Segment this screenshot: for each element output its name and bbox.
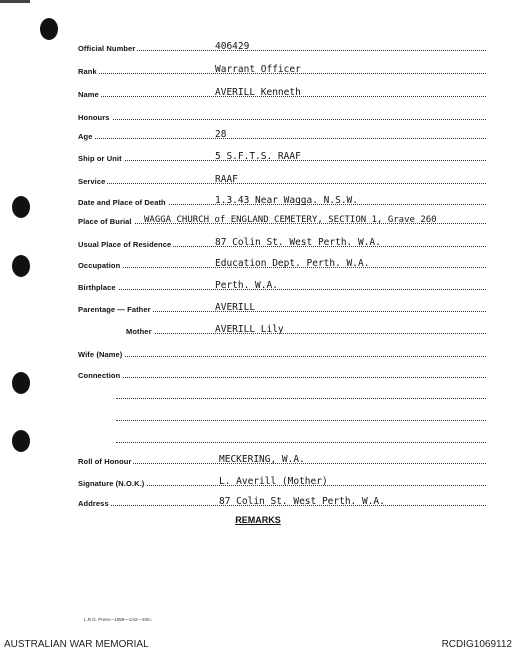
punch-hole-2 — [12, 255, 30, 277]
label-official-number: Official Number — [78, 44, 136, 53]
label-usual-residence: Usual Place of Residence — [78, 240, 172, 249]
value-name: AVERILL Kenneth — [215, 87, 301, 98]
label-place-of-burial: Place of Burial — [78, 217, 132, 226]
row-connection — [78, 366, 486, 380]
value-usual-residence: 87 Colin St. West Perth. W.A. — [215, 237, 381, 248]
value-signature: L. Averill (Mother) — [219, 476, 328, 487]
punch-hole-4 — [12, 430, 30, 452]
row-honours — [78, 108, 486, 122]
label-name: Name — [78, 90, 99, 99]
value-rank: Warrant Officer — [215, 64, 301, 75]
label-mother: Mother — [126, 327, 152, 336]
value-place-of-burial: WAGGA CHURCH of ENGLAND CEMETERY, SECTION 1, Grave 260 — [144, 215, 437, 225]
row-rank — [78, 62, 486, 76]
label-signature: Signature (N.O.K.) — [78, 479, 145, 488]
row-signature — [78, 474, 486, 488]
blank-line-2 — [116, 409, 486, 423]
label-occupation: Occupation — [78, 261, 121, 270]
footer-record-id: RCDIG1069112 — [441, 639, 512, 650]
scan-edge-mark — [0, 0, 30, 3]
value-date-place-death: 1.3.43 Near Wagga. N.S.W. — [215, 195, 358, 206]
row-ship-or-unit — [78, 149, 486, 163]
row-date-place-death — [78, 193, 486, 207]
footer-archive-name: AUSTRALIAN WAR MEMORIAL — [4, 639, 149, 650]
value-father: AVERILL — [215, 302, 256, 313]
value-age: 28 — [215, 129, 227, 140]
value-roll-of-honour: MECKERING, W.A. — [219, 454, 305, 465]
label-honours: Honours — [78, 113, 110, 122]
label-connection: Connection — [78, 371, 121, 380]
label-roll-of-honour: Roll of Honour — [78, 457, 132, 466]
value-birthplace: Perth. W.A. — [215, 280, 278, 291]
row-birthplace — [78, 278, 486, 292]
row-age — [78, 127, 486, 141]
punch-hole-3 — [12, 372, 30, 394]
blank-line-1 — [116, 387, 486, 401]
label-wife: Wife (Name) — [78, 350, 123, 359]
row-father — [78, 300, 486, 314]
label-date-place-death: Date and Place of Death — [78, 198, 166, 207]
printer-imprint: L.R.G. Press—1959—1/42—20m. — [84, 617, 153, 622]
label-father: Parentage — Father — [78, 305, 151, 314]
blank-line-3 — [116, 431, 486, 445]
label-rank: Rank — [78, 67, 97, 76]
row-roll-of-honour — [78, 452, 486, 466]
row-service — [78, 172, 486, 186]
row-place-of-burial — [78, 212, 486, 226]
label-address: Address — [78, 499, 109, 508]
row-occupation — [78, 256, 486, 270]
row-wife — [78, 345, 486, 359]
value-ship-or-unit: 5 S.F.T.S. RAAF — [215, 151, 301, 162]
value-mother: AVERILL Lily — [215, 324, 284, 335]
label-ship-or-unit: Ship or Unit — [78, 154, 122, 163]
value-official-number: 406429 — [215, 41, 250, 52]
remarks-heading: REMARKS — [235, 515, 281, 525]
punch-hole-top — [40, 18, 58, 40]
label-age: Age — [78, 132, 93, 141]
value-address: 87 Colin St. West Perth. W.A. — [219, 496, 385, 507]
row-official-number — [78, 39, 486, 53]
row-name — [78, 85, 486, 99]
row-mother — [126, 322, 486, 336]
label-service: Service — [78, 177, 106, 186]
value-occupation: Education Dept. Perth. W.A. — [215, 258, 370, 269]
row-address — [78, 494, 486, 508]
value-service: RAAF — [215, 174, 238, 185]
label-birthplace: Birthplace — [78, 283, 116, 292]
punch-hole-1 — [12, 196, 30, 218]
row-usual-residence — [78, 235, 486, 249]
